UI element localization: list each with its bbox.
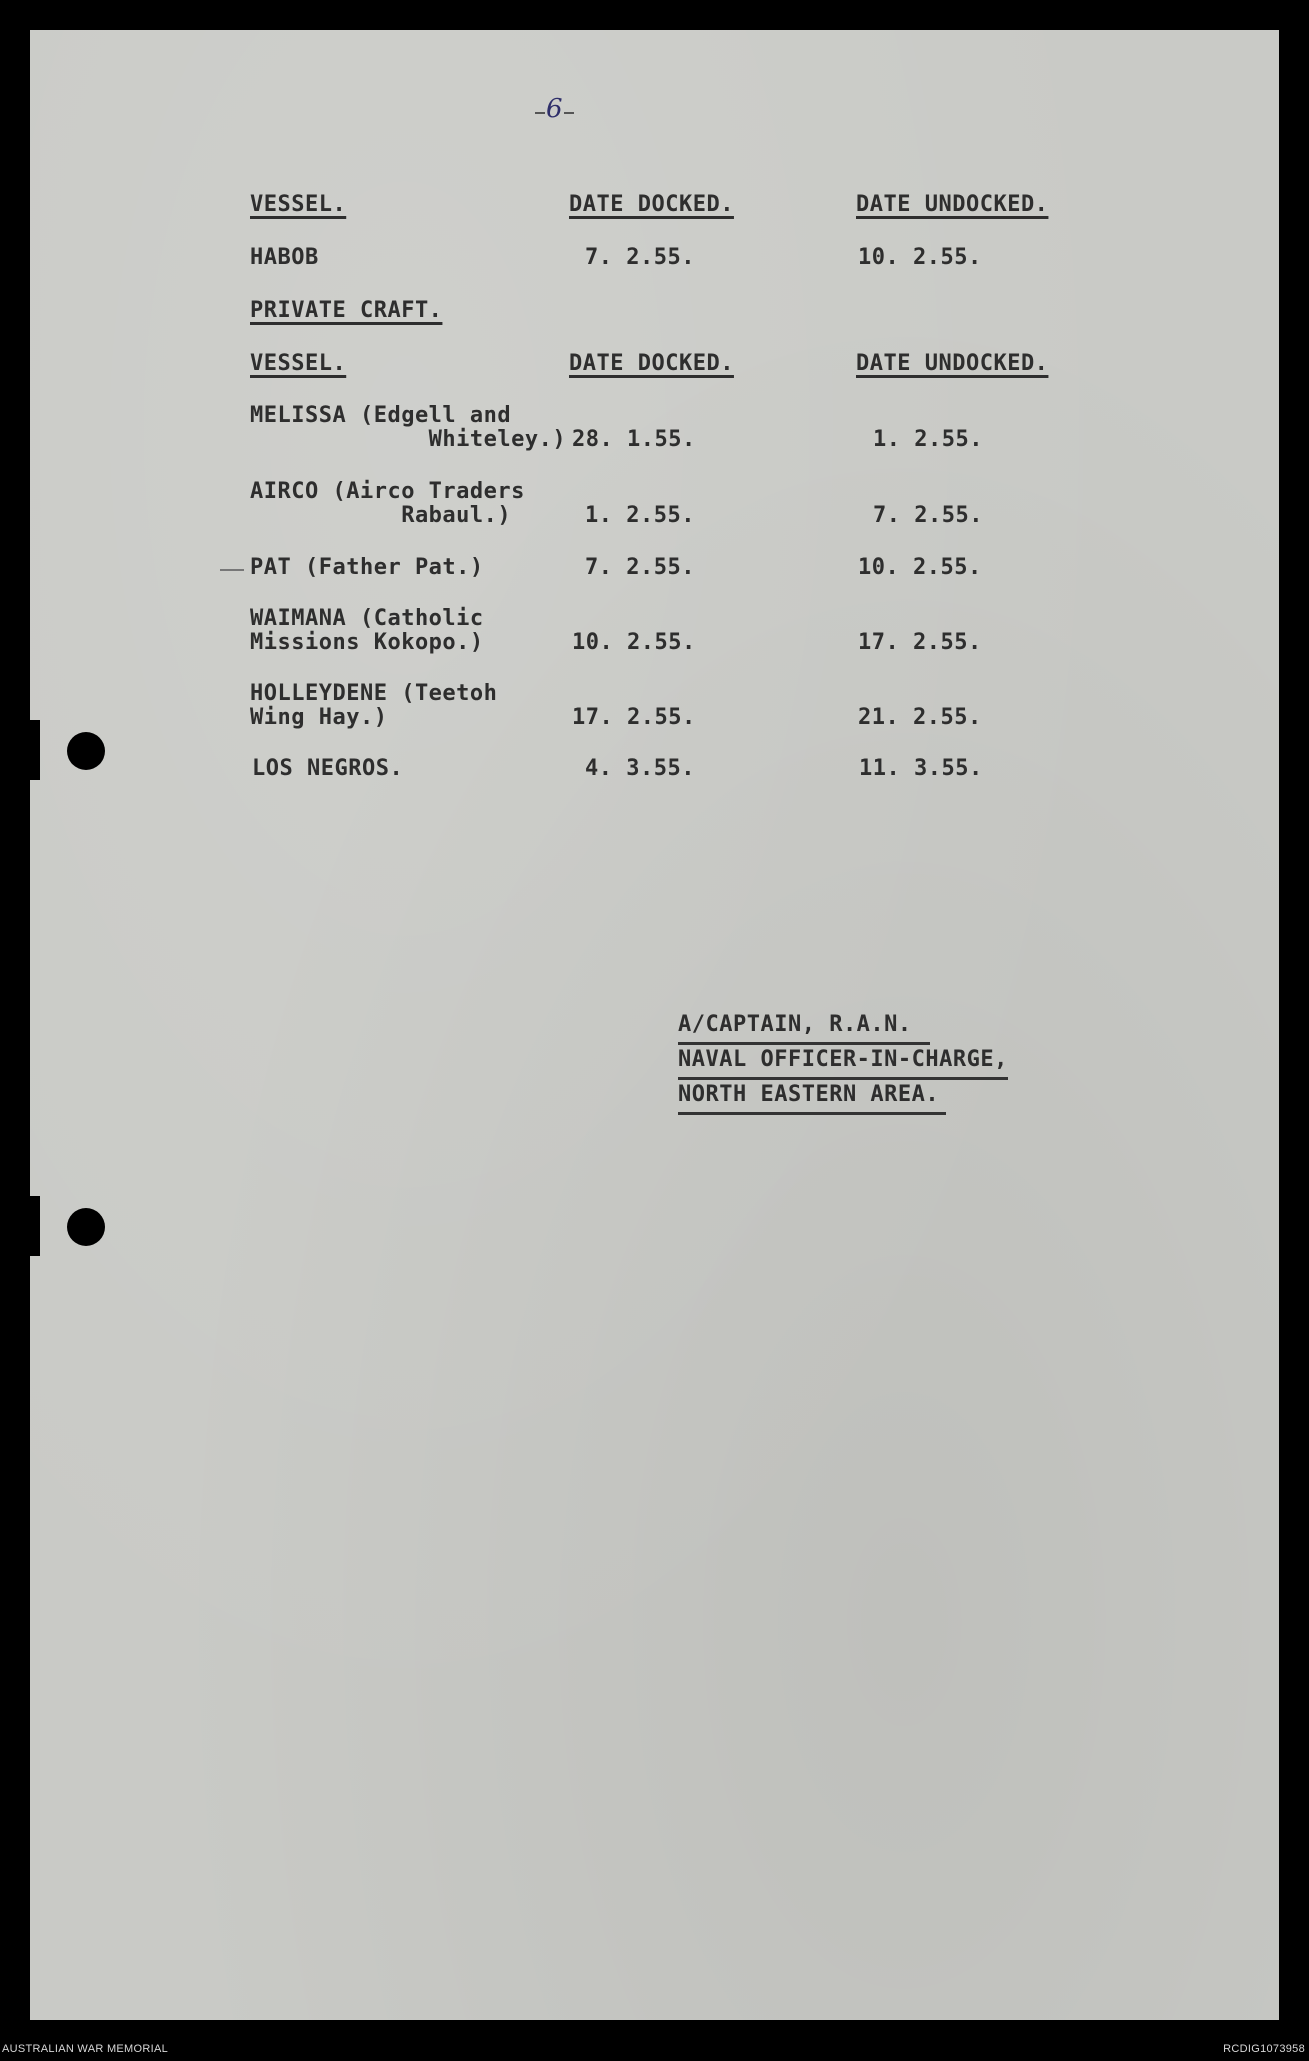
page-number-handwritten: 6 (546, 94, 563, 124)
table2-row-4-undocked: 17. 2.55. (858, 630, 982, 655)
table2-header-vessel: VESSEL. (250, 351, 347, 376)
section-title-private-craft: PRIVATE CRAFT. (250, 298, 443, 323)
footer-archive-name: AUSTRALIAN WAR MEMORIAL (2, 2043, 169, 2055)
table2-header-date-docked: DATE DOCKED. (569, 351, 734, 376)
signature-rule-2 (678, 1077, 1008, 1080)
page-number-dash-left (535, 112, 545, 114)
table2-row-2-docked: 1. 2.55. (585, 503, 695, 528)
punch-hole-top-tear (30, 720, 40, 780)
signature-line-title: NAVAL OFFICER-IN-CHARGE, (678, 1047, 1008, 1072)
table2-header-date-undocked: DATE UNDOCKED. (856, 351, 1049, 376)
table1-header-vessel: VESSEL. (250, 192, 347, 217)
table2-row-1-docked: 28. 1.55. (572, 427, 696, 452)
table2-row-4-vessel-line2: Missions Kokopo.) (250, 630, 484, 655)
table2-row-6-undocked: 11. 3.55. (859, 756, 983, 781)
table2-row-1-vessel-line1: MELISSA (Edgell and (250, 403, 512, 428)
table2-row-2-undocked: 7. 2.55. (873, 503, 983, 528)
table1-row-docked: 7. 2.55. (585, 245, 695, 270)
table1-header-date-undocked: DATE UNDOCKED. (856, 192, 1049, 217)
table2-row-1-vessel-line2: Whiteley.) (250, 427, 567, 452)
document-page (30, 30, 1279, 2020)
signature-line-area: NORTH EASTERN AREA. (678, 1082, 940, 1107)
signature-rule-1 (678, 1042, 930, 1045)
table2-row-5-undocked: 21. 2.55. (858, 705, 982, 730)
table2-row-3-vessel-line1: PAT (Father Pat.) (250, 555, 484, 580)
table2-row-4-docked: 10. 2.55. (572, 630, 696, 655)
table1-row-undocked: 10. 2.55. (858, 245, 982, 270)
table2-row-6-vessel-line1: LOS NEGROS. (252, 756, 404, 781)
table2-row-3-docked: 7. 2.55. (585, 555, 695, 580)
table1-row-vessel: HABOB (250, 245, 319, 270)
table1-header-date-docked: DATE DOCKED. (569, 192, 734, 217)
punch-hole-bottom-tear (30, 1196, 40, 1256)
table2-row-2-vessel-line1: AIRCO (Airco Traders (250, 479, 525, 504)
signature-line-rank: A/CAPTAIN, R.A.N. (678, 1012, 912, 1037)
table2-row-5-vessel-line1: HOLLEYDENE (Teetoh (250, 681, 498, 706)
table2-row-1-undocked: 1. 2.55. (873, 427, 983, 452)
page-number-dash-right (564, 112, 574, 114)
signature-rule-3 (678, 1112, 946, 1115)
footer-record-id: RCDIG1073958 (1223, 2043, 1305, 2055)
punch-hole-bottom (67, 1208, 105, 1246)
table2-row-2-vessel-line2: Rabaul.) (250, 503, 512, 528)
margin-tick (220, 569, 244, 571)
punch-hole-top (67, 732, 105, 770)
table2-row-4-vessel-line1: WAIMANA (Catholic (250, 606, 484, 631)
table2-row-5-docked: 17. 2.55. (572, 705, 696, 730)
table2-row-5-vessel-line2: Wing Hay.) (250, 705, 388, 730)
table2-row-6-docked: 4. 3.55. (585, 756, 695, 781)
table2-row-3-undocked: 10. 2.55. (858, 555, 982, 580)
